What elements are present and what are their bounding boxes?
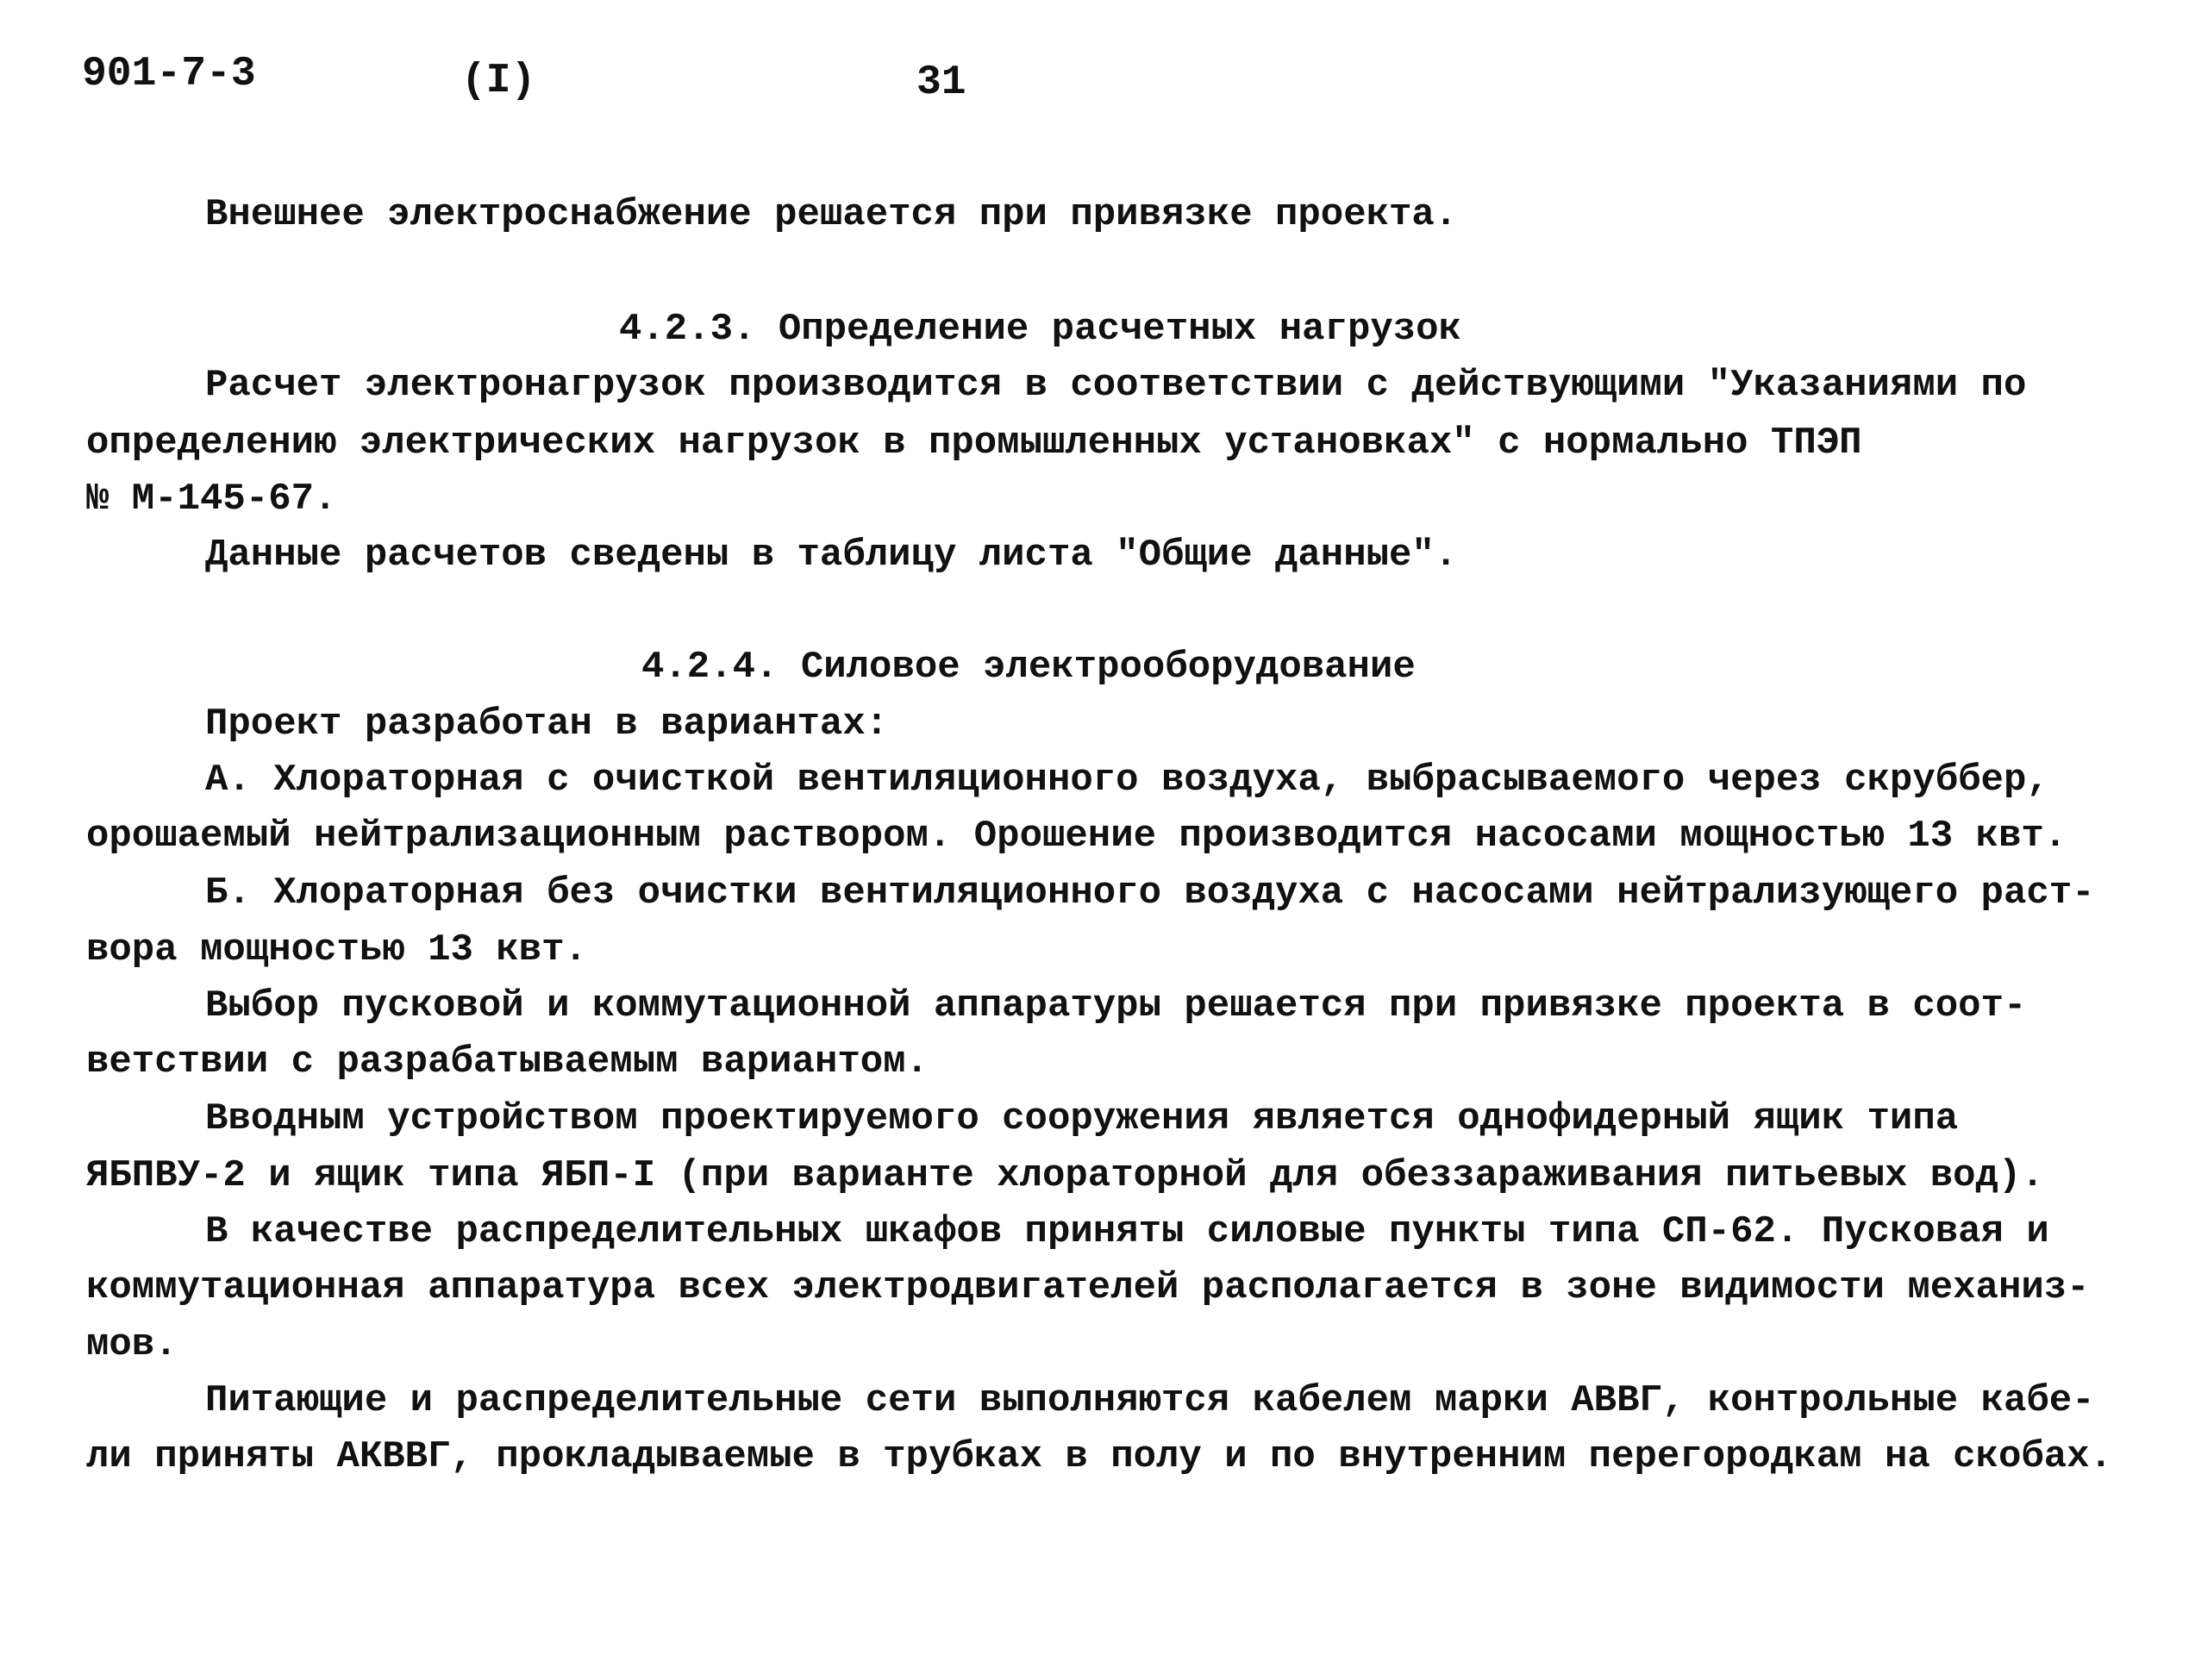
section-4-2-4-line: вора мощностью 13 квт. [86,928,587,971]
doc-code: 901-7-3 [82,51,256,97]
section-4-2-4-line: ли приняты АКВВГ, прокладываемые в трубках в полу и по внутренним перегородкам на скобах. [86,1435,2112,1478]
section-4-2-4-line: ветствии с разрабатываемым вариантом. [86,1040,929,1084]
page-number: 31 [916,59,966,106]
section-4-2-4-line: Питающие и распределительные сети выполняются кабелем марки АВВГ, контрольные кабе- [205,1379,2095,1422]
section-4-2-3-line: Данные расчетов сведены в таблицу листа "Общие данные". [205,534,1458,577]
section-4-2-4-heading: 4.2.4. Силовое электрооборудование [641,646,1416,689]
section-4-2-3-line: № М-145-67. [86,478,337,521]
section-4-2-3-heading: 4.2.3. Определение расчетных нагрузок [619,308,1461,351]
section-4-2-3-line: Расчет электронагрузок производится в соответствии с действующими "Указаниями по [205,364,2027,407]
section-4-2-4-line: ЯБПВУ-2 и ящик типа ЯБП-I (при варианте хлораторной для обеззараживания питьевых вод). [86,1154,2044,1197]
intro-paragraph: Внешнее электроснабжение решается при привязке проекта. [205,193,1458,236]
part-number: (I) [461,58,536,104]
section-4-2-4-line: мов. [86,1323,178,1366]
section-4-2-4-line: коммутационная аппаратура всех электродвигателей располагается в зоне видимости механиз- [86,1266,2090,1309]
section-4-2-4-line: Вводным устройством проектируемого сооружения является однофидерный ящик типа [205,1097,1959,1140]
section-4-2-4-line: Проект разработан в вариантах: [205,703,889,746]
section-4-2-4-line: Выбор пусковой и коммутационной аппаратуры решается при привязке проекта в соот- [205,984,2027,1027]
section-4-2-4-line: орошаемый нейтрализационным раствором. Орошение производится насосами мощностью 13 квт. [86,815,2067,858]
section-4-2-4-line: В качестве распределительных шкафов приняты силовые пункты типа СП-62. Пусковая и [205,1210,2049,1253]
section-4-2-4-line: А. Хлораторная с очисткой вентиляционного воздуха, выбрасываемого через скруббер, [205,759,2049,802]
section-4-2-3-line: определению электрических нагрузок в промышленных установках" с нормально ТПЭП [86,422,1862,465]
section-4-2-4-line: Б. Хлораторная без очистки вентиляционного воздуха с насосами нейтрализующего раст- [205,871,2095,915]
